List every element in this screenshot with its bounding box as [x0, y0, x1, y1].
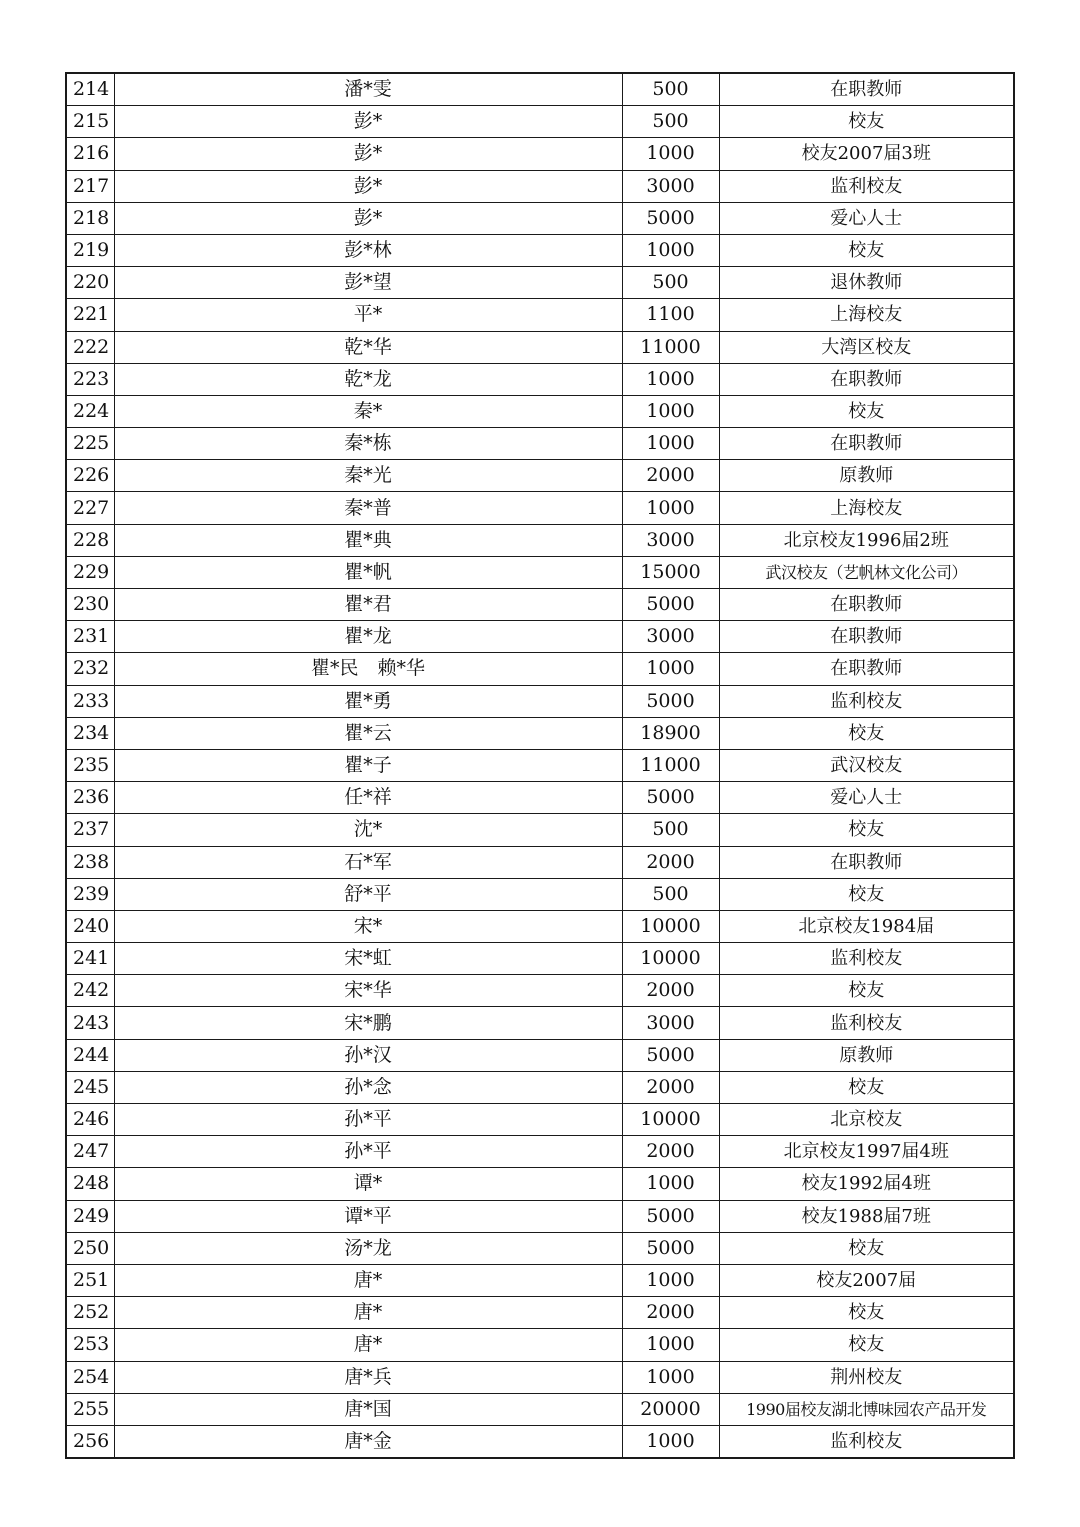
donation-amount: 1000	[622, 1168, 719, 1200]
donor-remark: 在职教师	[719, 428, 1014, 460]
donor-name: 谭*平	[114, 1200, 622, 1232]
donation-amount: 1000	[622, 492, 719, 524]
donor-remark: 在职教师	[719, 653, 1014, 685]
donor-name: 孙*念	[114, 1071, 622, 1103]
donor-name: 彭*	[114, 138, 622, 170]
row-number: 254	[66, 1361, 114, 1393]
donor-name: 唐*	[114, 1297, 622, 1329]
donor-remark: 在职教师	[719, 846, 1014, 878]
donation-amount: 500	[622, 814, 719, 846]
donation-amount: 1000	[622, 363, 719, 395]
donation-amount: 1000	[622, 395, 719, 427]
donor-name: 瞿*勇	[114, 685, 622, 717]
donation-amount: 11000	[622, 331, 719, 363]
table-row	[66, 1264, 1014, 1296]
row-number: 224	[66, 395, 114, 427]
donor-name: 瞿*龙	[114, 621, 622, 653]
row-number: 253	[66, 1329, 114, 1361]
row-number: 228	[66, 524, 114, 556]
row-number: 256	[66, 1425, 114, 1458]
donor-remark: 北京校友1984届	[719, 910, 1014, 942]
donor-name: 唐*兵	[114, 1361, 622, 1393]
table-row	[66, 202, 1014, 234]
row-number: 217	[66, 170, 114, 202]
donation-amount: 10000	[622, 1104, 719, 1136]
table-row	[66, 1425, 1014, 1458]
donor-remark: 校友1992届4班	[719, 1168, 1014, 1200]
donor-name: 宋*	[114, 910, 622, 942]
donor-name: 唐*	[114, 1329, 622, 1361]
donor-remark: 武汉校友（艺帆林文化公司）	[719, 556, 1014, 588]
donor-name: 谭*	[114, 1168, 622, 1200]
table-row	[66, 234, 1014, 266]
row-number: 229	[66, 556, 114, 588]
table-row	[66, 363, 1014, 395]
row-number: 248	[66, 1168, 114, 1200]
table-row	[66, 1329, 1014, 1361]
donation-amount: 1000	[622, 653, 719, 685]
donation-amount: 1000	[622, 1425, 719, 1458]
row-number: 214	[66, 73, 114, 106]
table-row	[66, 846, 1014, 878]
donor-name: 彭*	[114, 202, 622, 234]
row-number: 223	[66, 363, 114, 395]
donor-name: 唐*国	[114, 1393, 622, 1425]
donor-name: 沈*	[114, 814, 622, 846]
donation-amount: 2000	[622, 1071, 719, 1103]
table-row	[66, 975, 1014, 1007]
row-number: 220	[66, 267, 114, 299]
row-number: 251	[66, 1264, 114, 1296]
table-row	[66, 1071, 1014, 1103]
donor-name: 秦*光	[114, 460, 622, 492]
table-row	[66, 395, 1014, 427]
table-row	[66, 492, 1014, 524]
donor-remark: 监利校友	[719, 1425, 1014, 1458]
donor-remark: 退休教师	[719, 267, 1014, 299]
donation-amount: 1000	[622, 428, 719, 460]
table-row	[66, 685, 1014, 717]
donor-name: 瞿*典	[114, 524, 622, 556]
donor-remark: 北京校友1996届2班	[719, 524, 1014, 556]
donor-name: 孙*平	[114, 1136, 622, 1168]
donor-name: 彭*	[114, 170, 622, 202]
donation-amount: 1000	[622, 138, 719, 170]
row-number: 232	[66, 653, 114, 685]
donation-amount: 2000	[622, 975, 719, 1007]
row-number: 233	[66, 685, 114, 717]
donor-name: 宋*鹏	[114, 1007, 622, 1039]
donation-amount: 500	[622, 73, 719, 106]
donor-remark: 北京校友	[719, 1104, 1014, 1136]
donor-remark: 监利校友	[719, 943, 1014, 975]
donor-remark: 在职教师	[719, 589, 1014, 621]
donor-name: 秦*栋	[114, 428, 622, 460]
donation-amount: 1000	[622, 1264, 719, 1296]
donation-amount: 18900	[622, 717, 719, 749]
table-row	[66, 106, 1014, 138]
donation-amount: 5000	[622, 685, 719, 717]
donor-name: 秦*普	[114, 492, 622, 524]
table-row	[66, 428, 1014, 460]
row-number: 240	[66, 910, 114, 942]
donor-name: 彭*	[114, 106, 622, 138]
donor-name: 舒*平	[114, 878, 622, 910]
table-row	[66, 1104, 1014, 1136]
donor-remark: 校友	[719, 234, 1014, 266]
table-row	[66, 138, 1014, 170]
row-number: 241	[66, 943, 114, 975]
donor-remark: 在职教师	[719, 363, 1014, 395]
row-number: 225	[66, 428, 114, 460]
donor-name: 乾*华	[114, 331, 622, 363]
table-row	[66, 331, 1014, 363]
donor-remark: 校友	[719, 395, 1014, 427]
donation-amount: 500	[622, 878, 719, 910]
donor-remark: 校友1988届7班	[719, 1200, 1014, 1232]
table-row	[66, 1136, 1014, 1168]
donor-name: 秦*	[114, 395, 622, 427]
donor-remark: 原教师	[719, 460, 1014, 492]
donor-remark: 校友	[719, 1071, 1014, 1103]
table-row	[66, 589, 1014, 621]
donation-amount: 500	[622, 106, 719, 138]
table-row	[66, 267, 1014, 299]
row-number: 227	[66, 492, 114, 524]
donation-amount: 5000	[622, 202, 719, 234]
donor-name: 瞿*云	[114, 717, 622, 749]
donor-remark: 武汉校友	[719, 749, 1014, 781]
table-row	[66, 621, 1014, 653]
row-number: 215	[66, 106, 114, 138]
donation-amount: 5000	[622, 1039, 719, 1071]
donor-remark: 在职教师	[719, 73, 1014, 106]
donation-amount: 2000	[622, 846, 719, 878]
donor-name: 瞿*帆	[114, 556, 622, 588]
donation-amount: 2000	[622, 1136, 719, 1168]
donor-remark: 校友	[719, 1232, 1014, 1264]
table-row	[66, 1007, 1014, 1039]
donor-remark: 校友	[719, 814, 1014, 846]
donation-amount: 15000	[622, 556, 719, 588]
donor-remark: 在职教师	[719, 621, 1014, 653]
table-row	[66, 910, 1014, 942]
donor-name: 瞿*子	[114, 749, 622, 781]
donor-name: 瞿*民 赖*华	[114, 653, 622, 685]
donation-amount: 5000	[622, 782, 719, 814]
row-number: 219	[66, 234, 114, 266]
donor-name: 石*军	[114, 846, 622, 878]
row-number: 247	[66, 1136, 114, 1168]
row-number: 239	[66, 878, 114, 910]
donation-amount: 3000	[622, 621, 719, 653]
table-row	[66, 943, 1014, 975]
table-row	[66, 299, 1014, 331]
donor-remark: 监利校友	[719, 1007, 1014, 1039]
row-number: 216	[66, 138, 114, 170]
donor-remark: 北京校友1997届4班	[719, 1136, 1014, 1168]
donor-remark: 上海校友	[719, 299, 1014, 331]
donor-name: 孙*汉	[114, 1039, 622, 1071]
donor-table	[65, 72, 1015, 1459]
table-row	[66, 1232, 1014, 1264]
donor-remark: 爱心人士	[719, 782, 1014, 814]
table-row	[66, 1393, 1014, 1425]
table-row	[66, 653, 1014, 685]
donor-name: 任*祥	[114, 782, 622, 814]
donor-remark: 上海校友	[719, 492, 1014, 524]
donor-name: 唐*	[114, 1264, 622, 1296]
row-number: 226	[66, 460, 114, 492]
donation-amount: 2000	[622, 460, 719, 492]
donation-amount: 5000	[622, 1232, 719, 1264]
row-number: 255	[66, 1393, 114, 1425]
donor-name: 瞿*君	[114, 589, 622, 621]
donor-remark: 校友	[719, 975, 1014, 1007]
donation-amount: 5000	[622, 589, 719, 621]
donor-name: 唐*金	[114, 1425, 622, 1458]
table-row	[66, 524, 1014, 556]
table-row	[66, 1361, 1014, 1393]
row-number: 246	[66, 1104, 114, 1136]
donation-amount: 3000	[622, 524, 719, 556]
table-row	[66, 717, 1014, 749]
donor-remark: 校友	[719, 106, 1014, 138]
donor-remark: 爱心人士	[719, 202, 1014, 234]
donation-amount: 3000	[622, 170, 719, 202]
donor-name: 潘*雯	[114, 73, 622, 106]
donor-remark: 校友2007届	[719, 1264, 1014, 1296]
row-number: 243	[66, 1007, 114, 1039]
donation-amount: 10000	[622, 943, 719, 975]
donor-remark: 校友	[719, 717, 1014, 749]
table-row	[66, 878, 1014, 910]
table-row	[66, 1297, 1014, 1329]
donor-name: 宋*虹	[114, 943, 622, 975]
row-number: 231	[66, 621, 114, 653]
donor-remark: 荆州校友	[719, 1361, 1014, 1393]
donation-amount: 500	[622, 267, 719, 299]
donation-amount: 10000	[622, 910, 719, 942]
donation-amount: 1100	[622, 299, 719, 331]
row-number: 250	[66, 1232, 114, 1264]
donor-table-body	[66, 73, 1014, 1458]
row-number: 235	[66, 749, 114, 781]
table-row	[66, 170, 1014, 202]
table-row	[66, 814, 1014, 846]
donor-remark: 校友2007届3班	[719, 138, 1014, 170]
row-number: 237	[66, 814, 114, 846]
donor-name: 孙*平	[114, 1104, 622, 1136]
donor-remark: 校友	[719, 878, 1014, 910]
donor-name: 彭*林	[114, 234, 622, 266]
row-number: 245	[66, 1071, 114, 1103]
donor-name: 彭*望	[114, 267, 622, 299]
donor-remark: 监利校友	[719, 685, 1014, 717]
donation-amount: 5000	[622, 1200, 719, 1232]
row-number: 249	[66, 1200, 114, 1232]
row-number: 252	[66, 1297, 114, 1329]
donation-amount: 1000	[622, 234, 719, 266]
donor-remark: 原教师	[719, 1039, 1014, 1071]
table-row	[66, 782, 1014, 814]
row-number: 230	[66, 589, 114, 621]
table-row	[66, 1200, 1014, 1232]
donor-remark: 监利校友	[719, 170, 1014, 202]
row-number: 242	[66, 975, 114, 1007]
donation-amount: 11000	[622, 749, 719, 781]
donor-name: 宋*华	[114, 975, 622, 1007]
donor-name: 汤*龙	[114, 1232, 622, 1264]
donation-amount: 2000	[622, 1297, 719, 1329]
row-number: 234	[66, 717, 114, 749]
row-number: 222	[66, 331, 114, 363]
donor-name: 乾*龙	[114, 363, 622, 395]
donor-remark: 大湾区校友	[719, 331, 1014, 363]
row-number: 244	[66, 1039, 114, 1071]
table-row	[66, 749, 1014, 781]
table-row	[66, 556, 1014, 588]
row-number: 236	[66, 782, 114, 814]
donation-amount: 20000	[622, 1393, 719, 1425]
row-number: 238	[66, 846, 114, 878]
donation-amount: 1000	[622, 1329, 719, 1361]
row-number: 218	[66, 202, 114, 234]
table-row	[66, 73, 1014, 106]
row-number: 221	[66, 299, 114, 331]
table-row	[66, 1168, 1014, 1200]
donation-amount: 1000	[622, 1361, 719, 1393]
donor-name: 平*	[114, 299, 622, 331]
donor-remark: 校友	[719, 1329, 1014, 1361]
donor-remark: 校友	[719, 1297, 1014, 1329]
donor-remark: 1990届校友湖北博味园农产品开发	[719, 1393, 1014, 1425]
table-row	[66, 460, 1014, 492]
donation-amount: 3000	[622, 1007, 719, 1039]
table-row	[66, 1039, 1014, 1071]
